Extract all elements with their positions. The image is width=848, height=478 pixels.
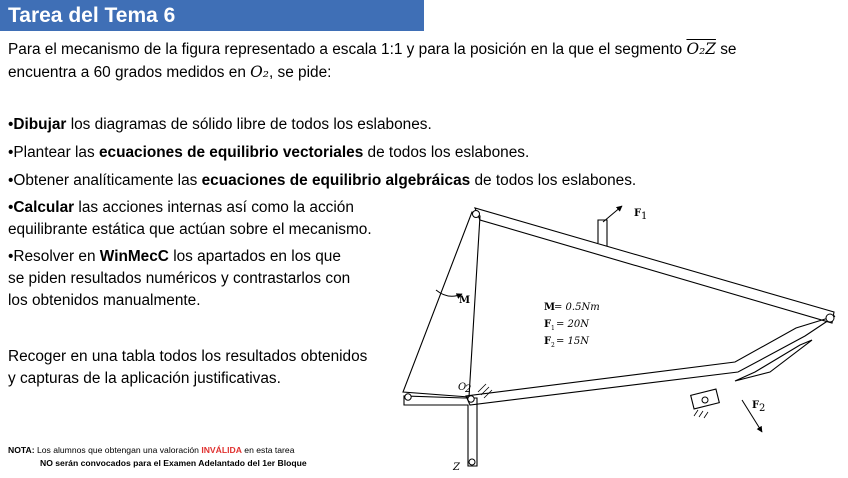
value-m-symbol: M (544, 302, 556, 313)
bullet-4-bold: Calcular (13, 199, 75, 216)
link-frame (404, 396, 477, 466)
label-f1-sub: 1 (641, 211, 648, 222)
link-top (475, 208, 834, 323)
note-line-2: NO serán convocados para el Examen Adelantado del 1er Bloque (40, 458, 307, 468)
note: NOTA: Los alumnos que obtengan una valoración INVÁLIDA en esta tarea NO serán convocados para el Examen Adelantado del 1er Bloque (8, 445, 307, 468)
intro-text-3: encuentra a (8, 64, 94, 81)
bullet-3-bold: ecuaciones de equilibrio algebráicas (201, 172, 471, 189)
pin-right (826, 314, 834, 322)
angle-value: 60 (93, 64, 111, 81)
bullet-3: •Obtener analíticamente las ecuaciones de equilibrio algebráicas de todos los eslabones. (8, 172, 637, 189)
value-f2-sub: 2 (551, 342, 555, 349)
bullet-5: •Resolver en WinMecC los apartados en los que se piden resultados numéricos y contrastarlos con los obtenidos manualmente. (8, 248, 351, 309)
label-z: Z (453, 462, 460, 473)
intro-text-4: grados medidos en (110, 64, 251, 81)
link-lower (466, 316, 835, 405)
pin-top-left (473, 211, 480, 218)
bullet-2-bold: ecuaciones de equilibrio vectoriales (98, 144, 364, 161)
closing-paragraph: Recoger en una tabla todos los resultados obtenidos y capturas de la aplicación justificativas. (8, 348, 368, 387)
value-m: = 0.5Nm (554, 302, 600, 313)
invalid-word: INVÁLIDA (201, 445, 242, 455)
bullet-1: •Dibujar los diagramas de sólido libre de todos los eslabones. (8, 116, 432, 133)
segment-label: O₂Z (686, 40, 716, 58)
label-f2: F (752, 400, 760, 411)
bullet-2: •Plantear las ecuaciones de equilibrio vectoriales de todos los eslabones. (8, 144, 530, 161)
values-block (544, 302, 600, 349)
intro-text-5: , se pide: (268, 64, 332, 81)
value-f1: = 20N (556, 319, 590, 330)
label-m: M (459, 295, 471, 306)
value-f2-symbol: F (544, 336, 552, 347)
f1-arrow (603, 206, 622, 222)
guide-slot (735, 340, 812, 381)
label-o2-sub: 2 (465, 384, 472, 395)
bullet-1-bold: Dibujar (13, 116, 67, 133)
slide-title: Tarea del Tema 6 (0, 0, 424, 31)
ground-hatch (478, 384, 708, 418)
bullet-5-bold: WinMecC (99, 248, 169, 265)
label-f2-sub: 2 (759, 403, 766, 414)
pin-z (469, 459, 475, 465)
label-f1: F (634, 208, 642, 219)
pin-slider (702, 397, 708, 403)
label-o2: O (458, 382, 467, 393)
pin-o2 (468, 396, 474, 402)
intro-text-1: Para el mecanismo de la figura representado a escala 1:1 y para la posición en la que el segmento (8, 41, 687, 58)
value-f2: = 15N (556, 336, 590, 347)
pin-left (405, 394, 411, 400)
value-f1-sub: 1 (551, 325, 555, 332)
tab-f1 (598, 220, 607, 246)
point-label: O₂ (250, 63, 269, 81)
value-f1-symbol: F (544, 319, 552, 330)
bullet-4: •Calcular las acciones internas así como la acción equilibrante estática que actúan sobre el mecanismo. (8, 199, 372, 238)
note-label: NOTA: (8, 445, 35, 455)
intro-text-2: se (715, 41, 737, 58)
